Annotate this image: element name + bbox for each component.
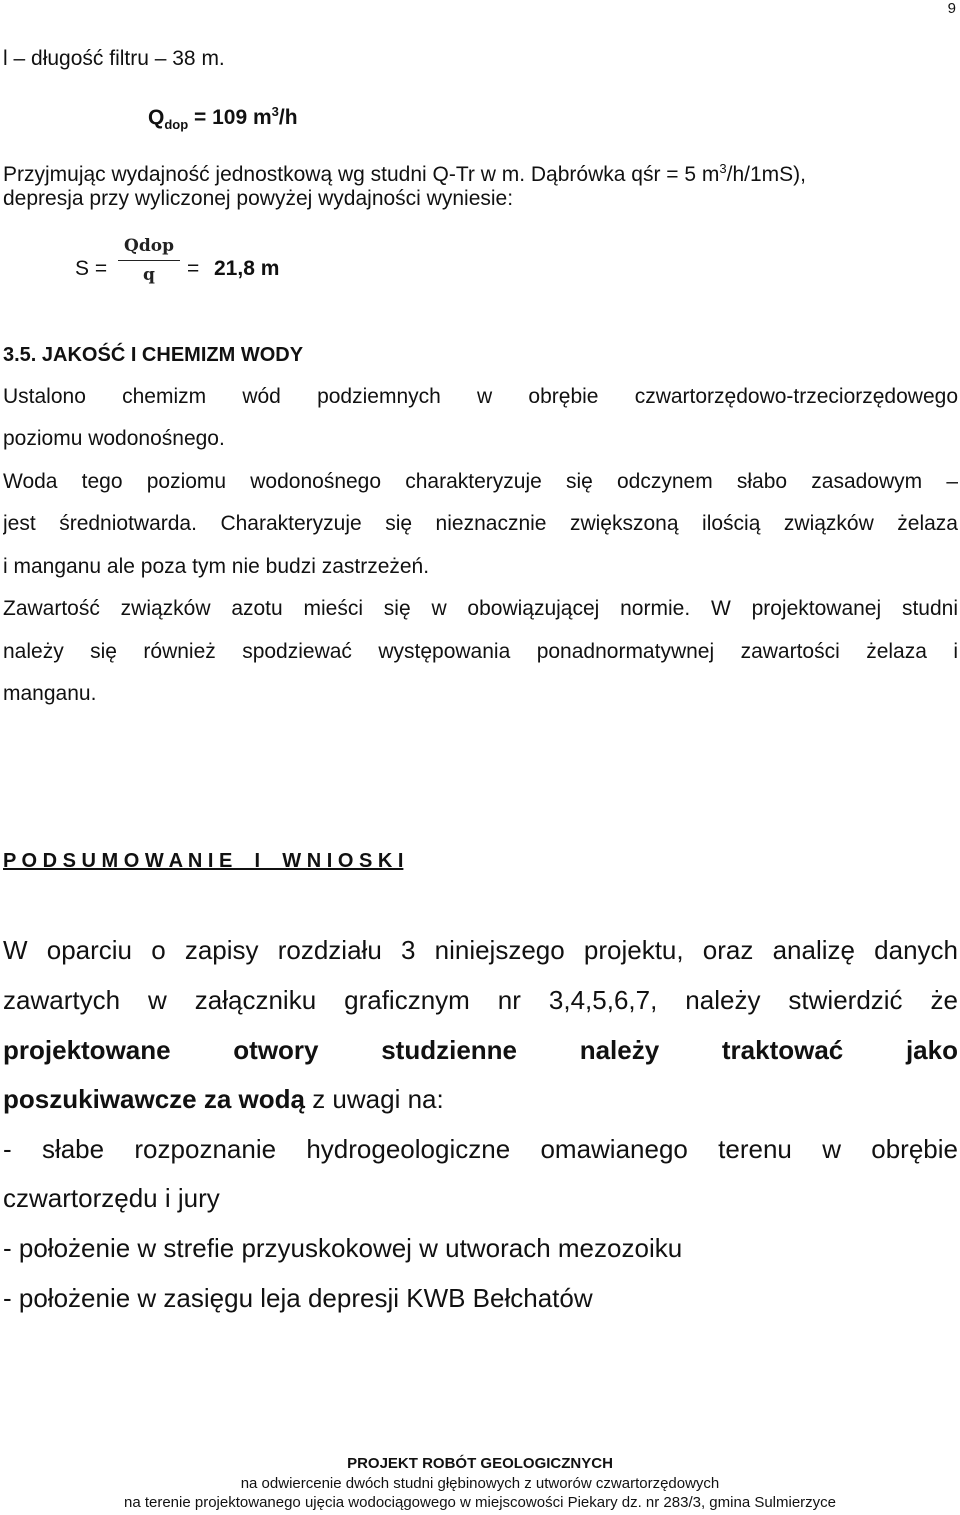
summary-line-4-rest: z uwagi na: bbox=[304, 1084, 444, 1114]
section-line-1: Ustalono chemizm wód podziemnych w obrębie czwartorzędowo-trzeciorzędowego bbox=[3, 385, 958, 408]
intro-line-1-end: /h/1mS), bbox=[726, 163, 806, 186]
section-title: 3.5. JAKOŚĆ I CHEMIZM WODY bbox=[3, 344, 304, 366]
qdop-superscript: 3 bbox=[271, 104, 279, 119]
page-number: 9 bbox=[947, 0, 956, 17]
formula-fraction bbox=[118, 236, 180, 285]
footer-line-3: na terenie projektowanego ujęcia wodociągowego w miejscowości Piekary dz. nr 283/3, gmina Sulmierzyce bbox=[123, 1494, 837, 1511]
qdop-symbol: Q bbox=[148, 106, 165, 129]
summary-line-4-bold: poszukiwawcze za wodą bbox=[3, 1084, 305, 1114]
intro-line-2: depresja przy wyliczonej powyżej wydajności wyniesie: bbox=[3, 187, 514, 210]
bullet-2: - położenie w strefie przyuskokowej w utworach mezozoiku bbox=[3, 1233, 683, 1263]
formula-numerator: Qdop bbox=[124, 236, 174, 256]
fraction-bar bbox=[118, 260, 180, 261]
qdop-subscript: dop bbox=[164, 117, 189, 133]
section-line-7: należy się również spodziewać występowania ponadnormatywnej zawartości żelaza i bbox=[3, 640, 958, 663]
footer-title: PROJEKT ROBÓT GEOLOGICZNYCH bbox=[347, 1455, 613, 1472]
summary-line-3: projektowane otwory studzienne należy traktować jako bbox=[3, 1035, 958, 1065]
formula-equals: = bbox=[187, 257, 200, 280]
summary-line-2: zawartych w załączniku graficznym nr 3,4,5,6,7, należy stwierdzić że bbox=[3, 985, 958, 1015]
section-line-4: jest średniotwarda. Charakteryzuje się nieznacznie zwiększoną ilością związków żelaza bbox=[3, 512, 958, 535]
qdop-unit: /h bbox=[278, 106, 298, 129]
summary-line-4 bbox=[3, 1083, 444, 1115]
intro-line-1 bbox=[3, 156, 806, 188]
bullet-3: - położenie w zasięgu leja depresji KWB Bełchatów bbox=[3, 1283, 593, 1313]
intro-line-1-sup: 3 bbox=[719, 161, 727, 176]
bullet-1: - słabe rozpoznanie hydrogeologiczne omawianego terenu w obrębie bbox=[3, 1134, 958, 1164]
section-line-5: i manganu ale poza tym nie budzi zastrzeżeń. bbox=[3, 555, 430, 578]
summary-line-1: W oparciu o zapisy rozdziału 3 niniejszego projektu, oraz analizę danych bbox=[3, 935, 958, 965]
intro-line-1-text: Przyjmując wydajność jednostkową wg studni Q-Tr w m. Dąbrówka qśr = 5 m bbox=[3, 163, 720, 186]
qdop-value: = 109 m bbox=[188, 106, 272, 129]
section-line-8: manganu. bbox=[3, 682, 97, 705]
formula-result: 21,8 m bbox=[214, 257, 280, 280]
qdop-line bbox=[148, 99, 298, 138]
formula-denominator: q bbox=[143, 265, 155, 285]
section-line-2: poziomu wodonośnego. bbox=[3, 427, 225, 450]
footer-line-2: na odwiercenie dwóch studni głębinowych z utworów czwartorzędowych bbox=[240, 1475, 720, 1492]
bullet-1-continuation: czwartorzędu i jury bbox=[3, 1183, 220, 1213]
section-line-3: Woda tego poziomu wodonośnego charakteryzuje się odczynem słabo zasadowym – bbox=[3, 470, 958, 493]
filter-length-line: l – długość filtru – 38 m. bbox=[3, 47, 225, 70]
formula-lhs: S = bbox=[75, 257, 108, 280]
summary-heading: P O D S U M O W A N I E I W N I O S K I bbox=[3, 850, 404, 872]
section-line-6: Zawartość związków azotu mieści się w obowiązującej normie. W projektowanej studni bbox=[3, 597, 958, 620]
